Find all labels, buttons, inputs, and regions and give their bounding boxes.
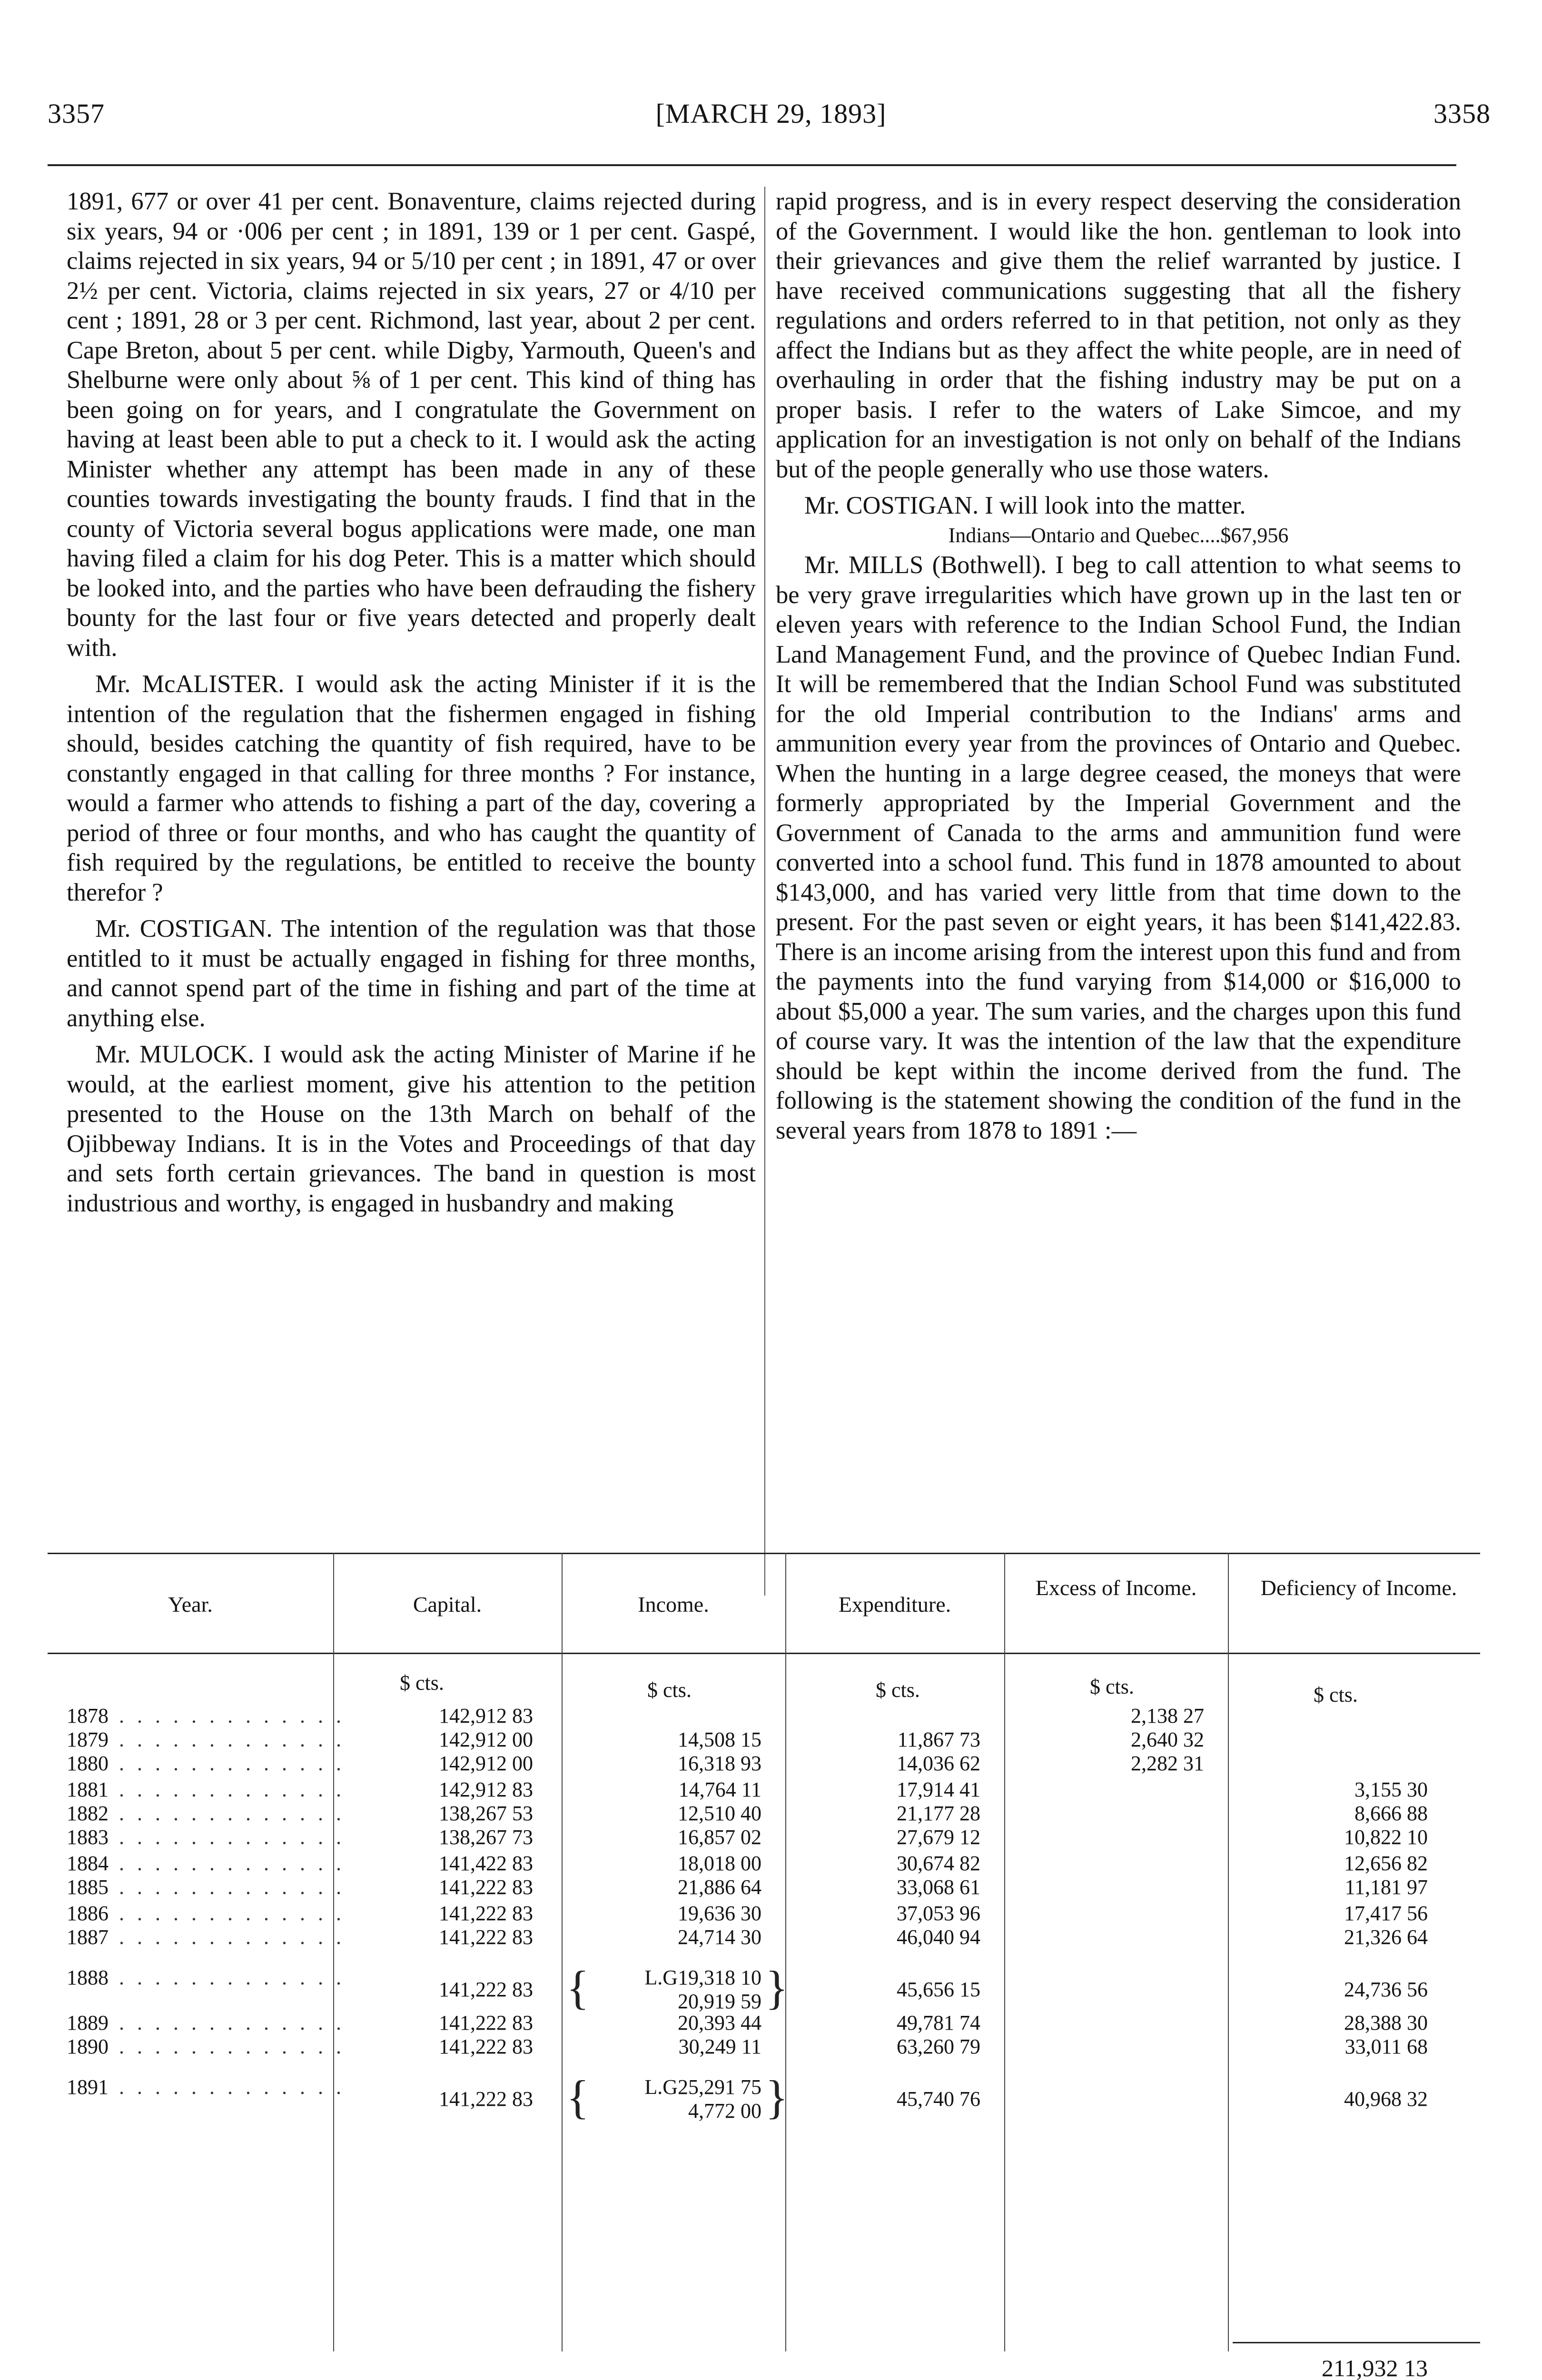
table-cell-income: L.G25,291 75	[644, 2075, 761, 2099]
year-leader-dots: . . . . . . . . . . . . .	[119, 1752, 345, 1775]
table-cell-capital: 142,912 00	[439, 1752, 533, 1775]
year-leader-dots: . . . . . . . . . . . . .	[119, 2035, 345, 2058]
year-leader-dots: . . . . . . . . . . . . .	[119, 1925, 345, 1949]
right-paragraph-2: Mr. COSTIGAN. I will look into the matter.	[804, 492, 1246, 519]
year-leader-dots: . . . . . . . . . . . . .	[119, 1852, 345, 1875]
left-paragraph-4: Mr. MULOCK. I would ask the acting Minister of Marine if he would, at the earliest moment, give his attention to the petition presented to the House on the 13th March on behalf of the Ojibbeway Indians. It is in the Votes and Proceedings of that day and sets forth certain grievances. The band in question is most industrious and worthy, is engaged in husbandry and making	[67, 1041, 756, 1217]
table-cell-capital: 142,912 83	[439, 1704, 533, 1727]
table-cell-income: 24,714 30	[678, 1925, 761, 1949]
header-year: Year.	[168, 1592, 213, 1616]
table-cell-excess: 2,282 31	[1131, 1752, 1204, 1775]
table-col-line-1	[333, 1553, 334, 2351]
table-cell-income: 16,857 02	[678, 1825, 761, 1849]
table-cell-income: L.G19,318 10	[644, 1966, 761, 1989]
table-cell-capital: 138,267 73	[439, 1825, 533, 1849]
table-cell-expenditure: 14,036 62	[897, 1752, 980, 1775]
table-cell-deficiency: 10,822 10	[1344, 1825, 1428, 1849]
table-row-year: 1880	[67, 1752, 109, 1775]
table-col-line-5	[1228, 1553, 1229, 2351]
header-income: Income.	[638, 1592, 709, 1616]
left-brace: {	[566, 2071, 589, 2123]
table-cell-income: 14,508 15	[678, 1728, 761, 1751]
table-col-line-2	[562, 1553, 563, 2351]
table-row-year: 1886	[67, 1902, 109, 1925]
table-cell-deficiency: 21,326 64	[1344, 1925, 1428, 1949]
table-row-year: 1879	[67, 1728, 109, 1751]
table-cell-capital: 141,222 83	[439, 1925, 533, 1949]
header-rule	[48, 164, 1456, 166]
right-paragraph-1: rapid progress, and is in every respect deserving the consideration of the Government. I would like the hon. gentleman to look into their grievances and give them the relief warranted by justice. I have received communications suggesting that all the fishery regulations and orders referred to in that petition, not only as they affect the Indians but as they affect the white people, are in need of overhauling in order that the fishing industry may be put on a proper basis. I refer to the waters of Lake Simcoe, and my application for an investigation is not only on behalf of the Indians but of the people generally who use those waters.	[776, 188, 1461, 483]
table-cell-deficiency: 24,736 56	[1344, 1978, 1428, 2001]
table-cell-expenditure: 49,781 74	[897, 2011, 980, 2034]
table-row-year: 1888	[67, 1966, 109, 1989]
total-rule	[1233, 2342, 1480, 2343]
year-leader-dots: . . . . . . . . . . . . .	[119, 1825, 345, 1849]
table-row-year: 1882	[67, 1802, 109, 1825]
table-cell-excess: 2,138 27	[1131, 1704, 1204, 1727]
table-cell-income: 19,636 30	[678, 1902, 761, 1925]
right-paragraph-3: Mr. MILLS (Bothwell). I beg to call attention to what seems to be very grave irregularities which have grown up in the last ten or eleven years with reference to the Indian School Fund, the Indian Land Management Fund, and the province of Quebec Indian Fund. It will be remembered that the Indian School Fund was substituted for the old Imperial contribution to the Indians' arms and ammunition every year from the provinces of Ontario and Quebec. When the hunting in a large degree ceased, the moneys that were formerly appropriated by the Imperial Government and the Government of Canada to the arms and ammunition fund were converted into a school fund. This fund in 1878 amounted to about $143,000, and has varied very little from that time down to the present. For the past seven or eight years, it has been $141,422.83. There is an income arising from the interest upon this fund and from the payments into the fund varying from $14,000 or $16,000 to about $5,000 a year. The sum varies, and the charges upon this fund of course vary. It was the intention of the law that the expenditure should be kept within the income derived from the fund. The following is the statement showing the condition of the fund in the several years from 1878 to 1891 :—	[776, 551, 1461, 1144]
header-expenditure: Expenditure.	[838, 1592, 951, 1616]
table-cell-expenditure: 17,914 41	[897, 1778, 980, 1801]
table-top-rule	[48, 1553, 1480, 1554]
table-row-year: 1889	[67, 2011, 109, 2034]
table-cell-capital: 141,222 83	[439, 2035, 533, 2058]
table-cell-income: 20,393 44	[678, 2011, 761, 2034]
table-cell-capital: 141,222 83	[439, 1875, 533, 1899]
year-leader-dots: . . . . . . . . . . . . .	[119, 1704, 345, 1727]
right-brace: }	[765, 2071, 788, 2123]
year-leader-dots: . . . . . . . . . . . . .	[119, 2075, 345, 2099]
table-cell-capital: 141,222 83	[439, 2087, 533, 2111]
right-brace: }	[765, 1961, 788, 2014]
column-divider	[764, 187, 765, 1596]
left-paragraph-3: Mr. COSTIGAN. The intention of the regulation was that those entitled to it must be actually engaged in fishing for three months, and cannot spend part of the time in fishing and part of the time at anything else.	[67, 915, 756, 1032]
table-row-year: 1881	[67, 1778, 109, 1801]
year-leader-dots: . . . . . . . . . . . . .	[119, 1902, 345, 1925]
table-cell-income: 18,018 00	[678, 1852, 761, 1875]
table-cell-expenditure: 27,679 12	[897, 1825, 980, 1849]
left-paragraph-2: Mr. McALISTER. I would ask the acting Minister if it is the intention of the regulation that the fishermen engaged in fishing should, besides catching the quantity of fish required, have to be constantly engaged in that calling for three months ? For instance, would a farmer who attends to fishing a part of the day, covering a period of three or four months, and who has caught the quantity of fish required by the regulations, be entitled to receive the bounty therefor ?	[67, 670, 756, 906]
total-deficiency: 211,932 13	[1321, 2355, 1428, 2380]
table-row-year: 1878	[67, 1704, 109, 1727]
table-cell-income: 16,318 93	[678, 1752, 761, 1775]
table-cell-capital: 141,422 83	[439, 1852, 533, 1875]
table-cell-expenditure: 21,177 28	[897, 1802, 980, 1825]
year-leader-dots: . . . . . . . . . . . . .	[119, 1802, 345, 1825]
table-cell-expenditure: 63,260 79	[897, 2035, 980, 2058]
year-leader-dots: . . . . . . . . . . . . .	[119, 1778, 345, 1801]
header-excess: Excess of Income.	[1035, 1576, 1197, 1600]
table-cell-deficiency: 33,011 68	[1344, 2035, 1428, 2058]
page-date: [MARCH 29, 1893]	[655, 98, 887, 129]
table-cell-income: 21,886 64	[678, 1875, 761, 1899]
table-row-year: 1885	[67, 1875, 109, 1899]
year-leader-dots: . . . . . . . . . . . . .	[119, 2011, 345, 2034]
table-cell-deficiency: 8,666 88	[1354, 1802, 1428, 1825]
table-cell-deficiency: 40,968 32	[1344, 2087, 1428, 2111]
table-cell-deficiency: 3,155 30	[1354, 1778, 1428, 1801]
header-deficiency: Deficiency of Income.	[1260, 1576, 1457, 1600]
table-row-year: 1887	[67, 1925, 109, 1949]
table-cell-deficiency: 12,656 82	[1344, 1852, 1428, 1875]
left-brace: {	[566, 1961, 589, 2014]
left-column	[67, 187, 756, 1218]
header-capital: Capital.	[413, 1592, 482, 1616]
table-cell-deficiency: 11,181 97	[1344, 1875, 1428, 1899]
table-cell-deficiency: 28,388 30	[1344, 2011, 1428, 2034]
right-column	[776, 187, 1461, 1145]
table-cell-income-second: 20,919 59	[678, 1990, 761, 2013]
units-deficiency: $ cts.	[1314, 1683, 1358, 1706]
estimate-line: Indians—Ontario and Quebec....$67,956	[948, 523, 1289, 547]
table-cell-excess: 2,640 32	[1131, 1728, 1204, 1751]
table-cell-deficiency: 17,417 56	[1344, 1902, 1428, 1925]
year-leader-dots: . . . . . . . . . . . . .	[119, 1875, 345, 1899]
table-cell-capital: 142,912 00	[439, 1728, 533, 1751]
page-number-right: 3358	[1433, 98, 1491, 129]
table-cell-expenditure: 11,867 73	[897, 1728, 980, 1751]
table-row-year: 1884	[67, 1852, 109, 1875]
year-leader-dots: . . . . . . . . . . . . .	[119, 1728, 345, 1751]
table-col-line-4	[1004, 1553, 1005, 2351]
table-cell-capital: 142,912 83	[439, 1778, 533, 1801]
units-expenditure: $ cts.	[876, 1678, 920, 1702]
table-cell-capital: 138,267 53	[439, 1802, 533, 1825]
table-header-rule	[48, 1653, 1480, 1654]
table-cell-capital: 141,222 83	[439, 2011, 533, 2034]
table-row-year: 1890	[67, 2035, 109, 2058]
table-cell-capital: 141,222 83	[439, 1902, 533, 1925]
table-cell-expenditure: 33,068 61	[897, 1875, 980, 1899]
units-excess: $ cts.	[1090, 1675, 1134, 1698]
units-income: $ cts.	[647, 1678, 692, 1702]
table-cell-income-second: 4,772 00	[688, 2099, 761, 2122]
table-cell-expenditure: 46,040 94	[897, 1925, 980, 1949]
left-paragraph-1: 1891, 677 or over 41 per cent. Bonaventure, claims rejected during six years, 94 or ·006 per cent ; in 1891, 139 or 1 per cent. Gaspé, claims rejected in six years, 94 or 5/10 per cent ; in 1891, 47 or over 2½ per cent. Victoria, claims rejected in six years, 27 or 4/10 per cent ; 1891, 28 or 3 per cent. Richmond, last year, about 2 per cent. Cape Breton, about 5 per cent. while Digby, Yarmouth, Queen's and Shelburne were only about ⅝ of 1 per cent. This kind of thing has been going on for years, and I congratulate the Government on having at least been able to put a check to it. I would ask the acting Minister whether any attempt has been made in any of these counties towards investigating the bounty frauds. I find that in the county of Victoria several bogus applications were made, one man having filed a claim for his dog Peter. This is a matter which should be looked into, and the parties who have been defrauding the fishery bounty for the last four or five years detected and properly dealt with.	[67, 188, 756, 662]
table-row-year: 1891	[67, 2075, 109, 2099]
units-capital: $ cts.	[400, 1671, 444, 1695]
page-number-left: 3357	[48, 98, 105, 129]
table-cell-expenditure: 45,656 15	[897, 1978, 980, 2001]
table-row-year: 1883	[67, 1825, 109, 1849]
table-cell-expenditure: 45,740 76	[897, 2087, 980, 2111]
table-cell-income: 12,510 40	[678, 1802, 761, 1825]
year-leader-dots: . . . . . . . . . . . . .	[119, 1966, 345, 1989]
table-cell-expenditure: 30,674 82	[897, 1852, 980, 1875]
table-cell-expenditure: 37,053 96	[897, 1902, 980, 1925]
table-cell-income: 30,249 11	[678, 2035, 761, 2058]
table-cell-capital: 141,222 83	[439, 1978, 533, 2001]
table-cell-income: 14,764 11	[678, 1778, 761, 1801]
table-col-line-3	[785, 1553, 786, 2351]
